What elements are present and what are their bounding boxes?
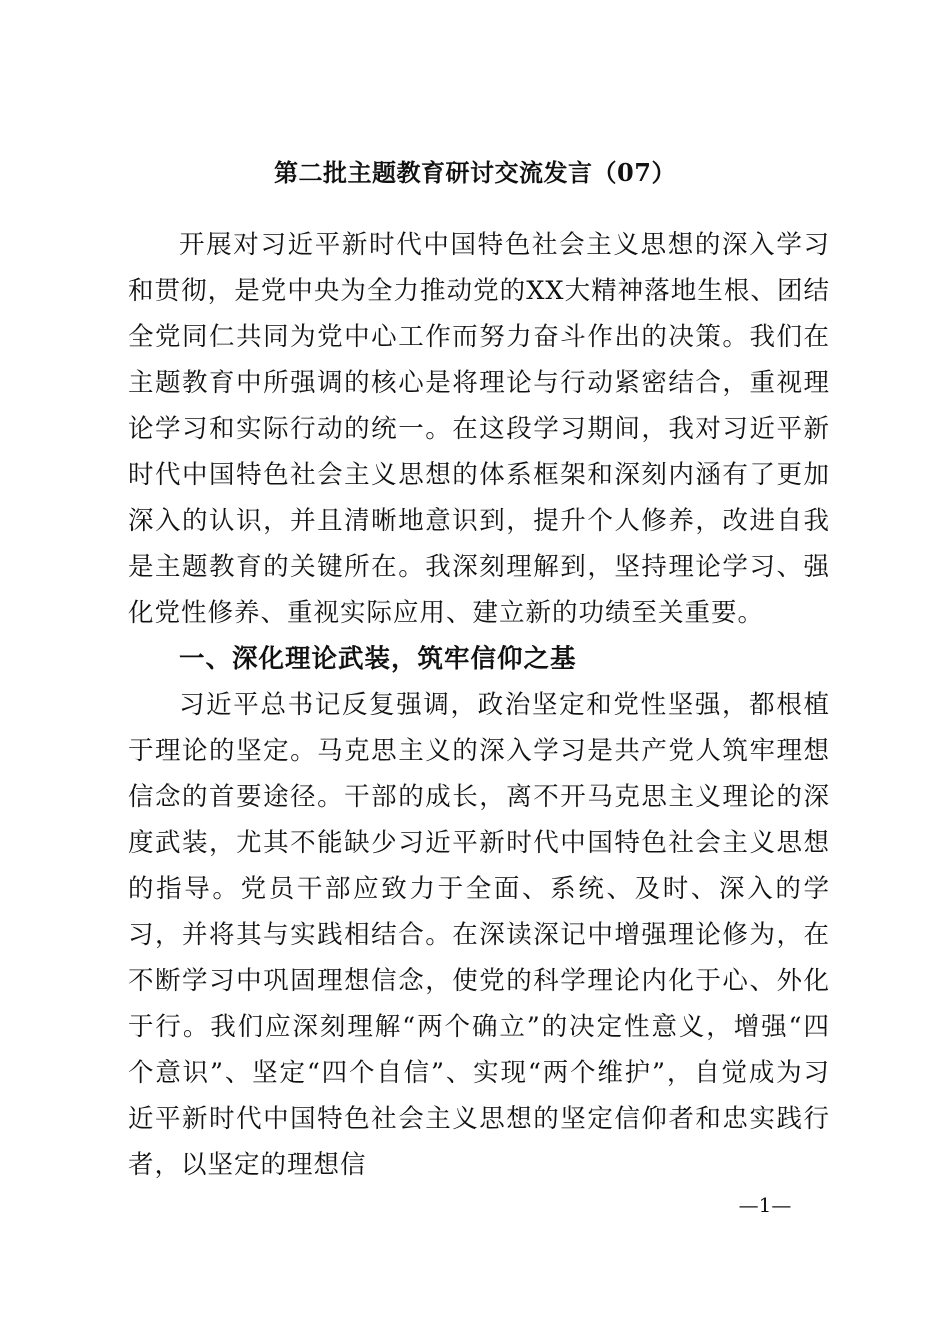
page-number: —1—: [738, 1193, 792, 1217]
document-title: 第二批主题教育研讨交流发言（07）: [274, 158, 676, 187]
intro-paragraph: 开展对习近平新时代中国特色社会主义思想的深入学习和贯彻，是党中央为全力推动党的XX大精神落地生根、团结全党同仁共同为党中心工作而努力奋斗作出的决策。我们在主题教育中所强调的核心是将理论与行动紧密结合，重视理论学习和实际行动的统一。在这段学习期间，我对习近平新时代中国特色社会主义思想的体系框架和深刻内涵有了更加深入的认识，并且清晰地意识到，提升个人修养，改进自我是主题教育的关键所在。我深刻理解到，坚持理论学习、强化党性修养、重视实际应用、建立新的功绩至关重要。: [128, 230, 830, 628]
section-heading: 一、深化理论武装，筑牢信仰之基: [179, 644, 577, 674]
document-body: [128, 222, 830, 1188]
section-paragraph: 习近平总书记反复强调，政治坚定和党性坚强，都根植于理论的坚定。马克思主义的深入学习是共产党人筑牢理想信念的首要途径。干部的成长，离不开马克思主义理论的深度武装，尤其不能缺少习近平新时代中国特色社会主义思想的指导。党员干部应致力于全面、系统、及时、深入的学习，并将其与实践相结合。在深读深记中增强理论修为，在不断学习中巩固理想信念，使党的科学理论内化于心、外化于行。我们应深刻理解“两个确立”的决定性意义，增强“四个意识”、坚定“四个自信”、实现“两个维护”，自觉成为习近平新时代中国特色社会主义思想的坚定信仰者和忠实践行者，以坚定的理想信: [128, 690, 830, 1180]
